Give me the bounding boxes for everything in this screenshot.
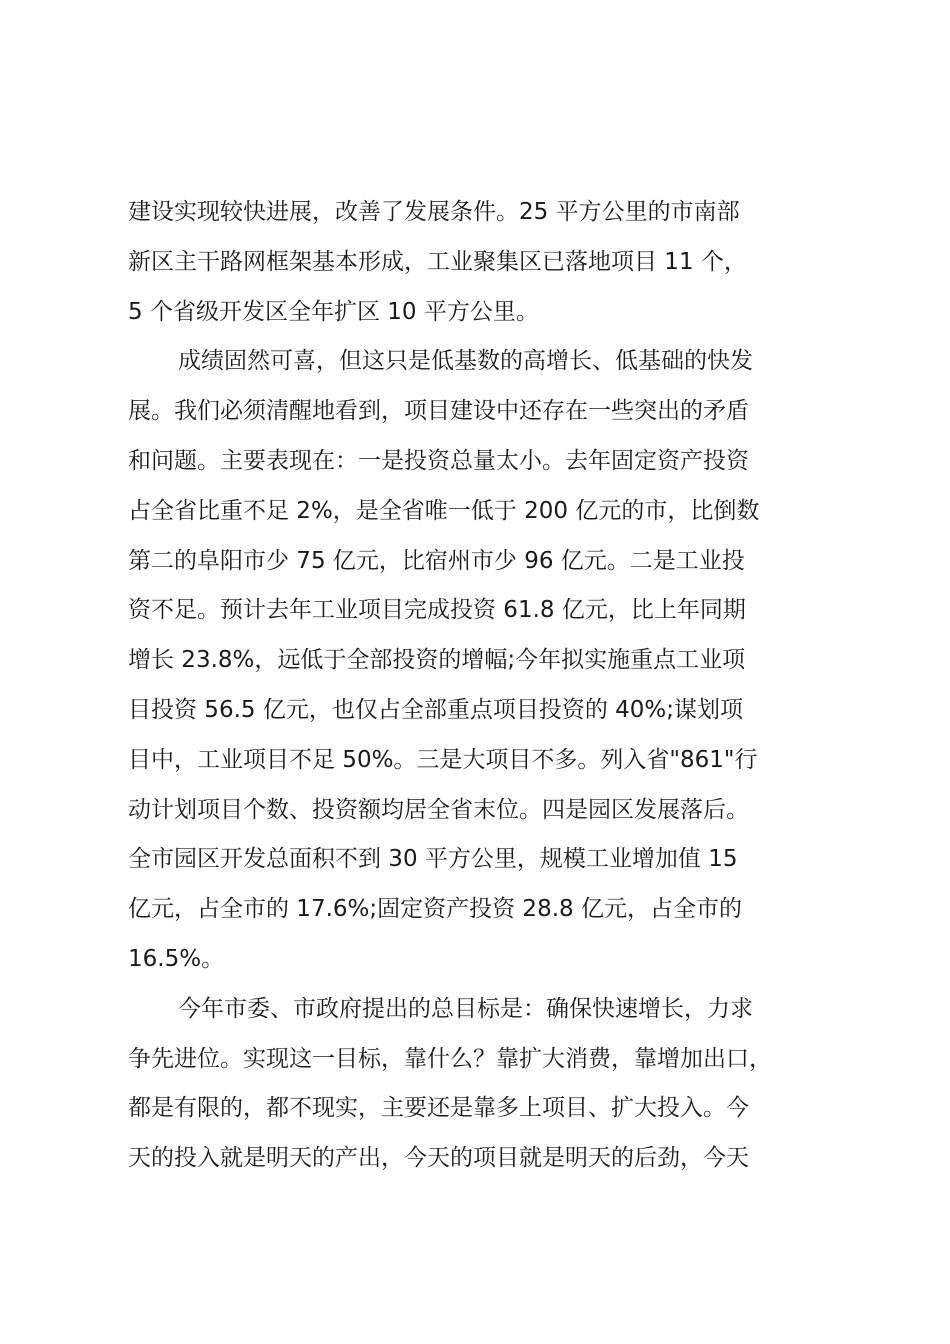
text-line: 建设实现较快进展，改善了发展条件。25 平方公里的市南部 [128,199,740,225]
text-line: 全市园区开发总面积不到 30 平方公里，规模工业增加值 15 [128,846,738,873]
text-line: 争先进位。实现这一目标，靠什么？靠扩大消费，靠增加出口， [128,1045,772,1072]
text-line: 天的投入就是明天的产出，今天的项目就是明天的后劲，今天 [128,1145,749,1172]
document-body [128,188,828,1184]
text-line: 资不足。预计去年工业项目完成投资 61.8 亿元，比上年同期 [128,597,746,624]
paragraph-1 [128,188,828,337]
text-line: 成绩固然可喜，但这只是低基数的高增长、低基础的快发 [178,348,753,375]
text-line: 新区主干路网框架基本形成，工业聚集区已落地项目 11 个， [128,248,747,275]
text-line: 和问题。主要表现在：一是投资总量太小。去年固定资产投资 [128,447,749,474]
text-line: 展。我们必须清醒地看到，项目建设中还存在一些突出的矛盾 [128,398,749,425]
text-line: 5 个省级开发区全年扩区 10 平方公里。 [128,298,539,325]
text-line: 都是有限的，都不现实，主要还是靠多上项目、扩大投入。今 [128,1095,749,1122]
text-line: 增长 23.8%，远低于全部投资的增幅;今年拟实施重点工业项 [128,647,746,674]
paragraph-3 [128,985,828,1184]
text-line: 动计划项目个数、投资额均居全省末位。四是园区发展落后。 [128,796,749,823]
text-line: 目投资 56.5 亿元，也仅占全部重点项目投资的 40%;谋划项 [128,696,744,723]
text-line: 目中，工业项目不足 50%。三是大项目不多。列入省"861"行 [128,746,758,773]
text-line: 今年市委、市政府提出的总目标是：确保快速增长，力求 [178,995,753,1022]
text-line: 占全省比重不足 2%，是全省唯一低于 200 亿元的市，比倒数 [128,497,760,524]
text-line: 第二的阜阳市少 75 亿元，比宿州市少 96 亿元。二是工业投 [128,547,745,574]
text-line: 亿元，占全市的 17.6%;固定资产投资 28.8 亿元，占全市的 [128,896,742,923]
paragraph-2 [128,337,828,984]
text-line: 16.5%。 [128,945,225,972]
